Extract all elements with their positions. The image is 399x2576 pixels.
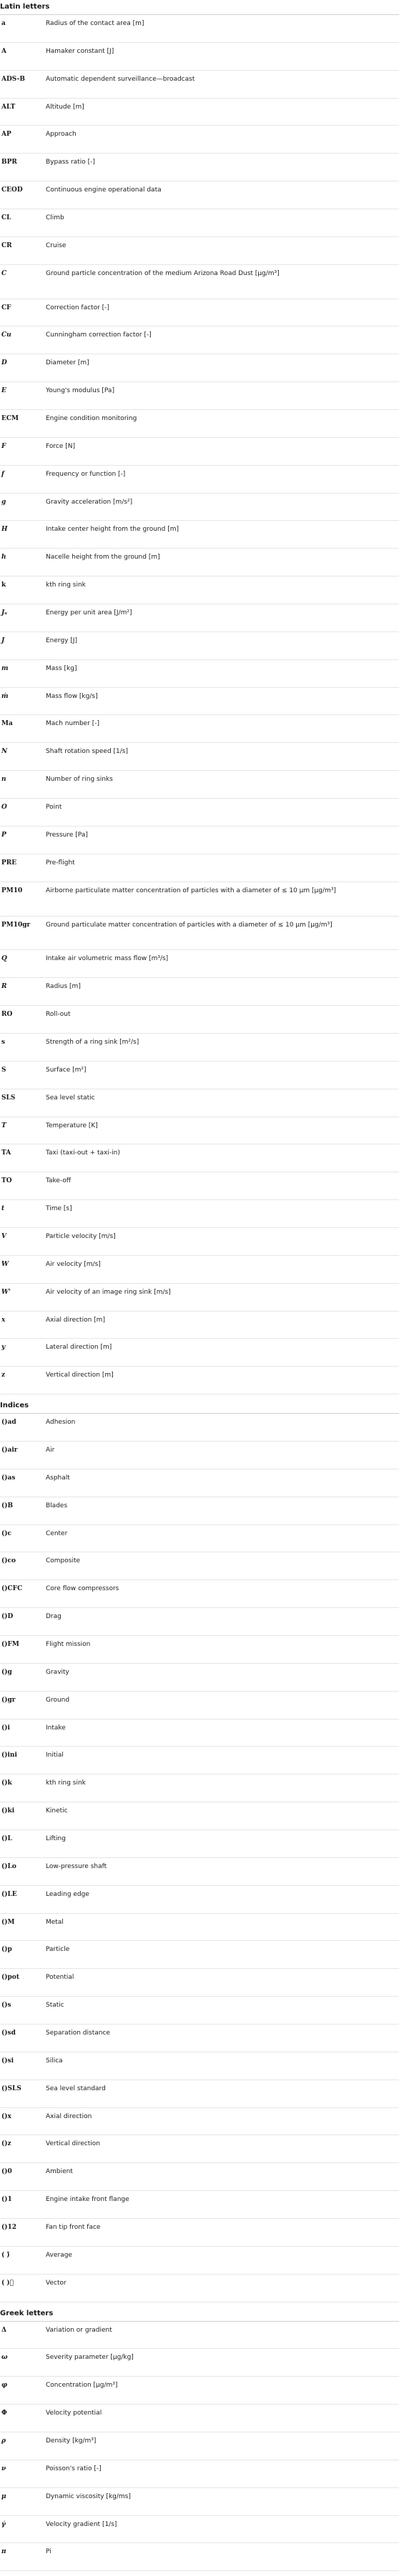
description: Average [46, 2251, 72, 2259]
symbol: Q [1, 955, 7, 963]
nomenclature-row [0, 2322, 399, 2350]
nomenclature-row [0, 1886, 399, 1914]
symbol: R [1, 983, 7, 991]
description: Roll-out [46, 1011, 71, 1019]
nomenclature-row [0, 410, 399, 438]
description: Flight mission [46, 1640, 91, 1648]
description: Diameter [m] [46, 359, 89, 367]
nomenclature-row [0, 43, 399, 71]
nomenclature-row [0, 1062, 399, 1089]
symbol: g [1, 498, 6, 506]
symbol: CR [1, 241, 12, 249]
description: Radius of the contact area [m] [46, 20, 144, 27]
description: Core flow compressors [46, 1585, 119, 1593]
symbol: A [1, 47, 6, 55]
description: kth ring sink [46, 1779, 86, 1787]
nomenclature-row [0, 2219, 399, 2247]
description: Low-pressure shaft [46, 1862, 107, 1870]
description: Dynamic viscosity [kg/ms] [46, 2492, 131, 2500]
description: Metal [46, 1918, 64, 1926]
description: Surface [m²] [46, 1066, 87, 1074]
symbol: RO [1, 1011, 13, 1019]
symbol: ALT [1, 103, 16, 111]
description: Number of ring sinks [46, 776, 113, 784]
description: Air [46, 1446, 55, 1454]
nomenclature-row [0, 1200, 399, 1228]
symbol: ()air [1, 1446, 18, 1454]
description: Severity parameter [μg/kg] [46, 2354, 134, 2362]
symbol: ()co [1, 1557, 16, 1565]
description: Sea level standard [46, 2085, 106, 2092]
description: Bypass ratio [-] [46, 159, 95, 166]
nomenclature-row [0, 1997, 399, 2025]
symbol: ()pot [1, 1974, 19, 1982]
description: Ground [46, 1696, 70, 1704]
description: Intake center height from the ground [m] [46, 526, 179, 534]
symbol: CL [1, 214, 11, 222]
symbol: V [1, 1232, 6, 1240]
nomenclature-row [0, 237, 399, 265]
symbol: a [1, 20, 6, 27]
symbol: Φ [1, 2410, 7, 2417]
section-gap [0, 1394, 399, 1400]
symbol: PRE [1, 859, 17, 867]
nomenclature-row [0, 265, 399, 299]
description: Engine condition monitoring [46, 415, 137, 423]
nomenclature-row [0, 2163, 399, 2191]
symbol: ()ki [1, 1807, 15, 1815]
nomenclature-row [0, 2275, 399, 2302]
description: Vertical direction [46, 2140, 100, 2148]
description: Vector [46, 2279, 66, 2287]
nomenclature-row [0, 1719, 399, 1747]
description: Ground particle concentration of the medium Arizona Road Dust [μg/m³] [46, 269, 280, 277]
nomenclature-row [0, 1608, 399, 1636]
section-title-latin: Latin letters [0, 3, 50, 11]
nomenclature-row [0, 632, 399, 660]
nomenclature-row [0, 2080, 399, 2108]
nomenclature-row [0, 2516, 399, 2544]
symbol: N [1, 748, 8, 756]
symbol: C [1, 269, 7, 277]
nomenclature-row [0, 2405, 399, 2432]
description: Take-off [46, 1177, 72, 1185]
description: Mass flow [kg/s] [46, 692, 98, 700]
symbol: ( )⃗ [1, 2279, 14, 2287]
nomenclature-row [0, 1172, 399, 1200]
symbol: Δ [1, 2326, 6, 2334]
symbol: PM10 [1, 887, 23, 894]
greek-letters-list [0, 2322, 399, 2572]
nomenclature-row [0, 1312, 399, 1339]
nomenclature-row [0, 743, 399, 771]
description: Climb [46, 214, 64, 222]
symbol: ρ [1, 2437, 6, 2445]
nomenclature-row [0, 2460, 399, 2488]
symbol: h [1, 554, 6, 561]
description: Engine intake front flange [46, 2196, 129, 2204]
description: Ground particulate matter concentration of particles with a diameter of ≤ 10 μm [μg/m³] [46, 921, 332, 929]
nomenclature-row [0, 2052, 399, 2080]
description: Airborne particulate matter concentration of particles with a diameter of ≤ 10 μm [μg/m³] [46, 887, 336, 894]
description: Blades [46, 1502, 68, 1509]
symbol: f [1, 470, 4, 478]
nomenclature-row [0, 521, 399, 549]
nomenclature-row [0, 299, 399, 327]
description: Shaft rotation speed [1/s] [46, 748, 129, 756]
description: Lifting [46, 1835, 66, 1842]
description: Asphalt [46, 1474, 70, 1482]
nomenclature-row [0, 154, 399, 181]
nomenclature-row [0, 1969, 399, 1997]
symbol: H [1, 526, 8, 534]
nomenclature-row [0, 2543, 399, 2571]
nomenclature-row [0, 576, 399, 604]
description: Poisson's ratio [-] [46, 2465, 102, 2472]
nomenclature-row [0, 2349, 399, 2377]
latin-letters-list [0, 15, 399, 1394]
description: Density [kg/m³] [46, 2437, 97, 2445]
description: Radius [m] [46, 983, 81, 991]
symbol: γ̇ [1, 2520, 6, 2528]
symbol: ṁ [1, 692, 9, 700]
description: Adhesion [46, 1419, 76, 1427]
nomenclature-row [0, 917, 399, 951]
nomenclature-row [0, 688, 399, 716]
nomenclature-row [0, 1228, 399, 1256]
description: Variation or gradient [46, 2326, 112, 2334]
nomenclature-row [0, 950, 399, 978]
description: Pi [46, 2548, 51, 2556]
section-gap [0, 2302, 399, 2308]
nomenclature-row [0, 354, 399, 382]
description: Correction factor [-] [46, 304, 109, 311]
description: kth ring sink [46, 581, 86, 589]
description: Intake [46, 1724, 66, 1732]
description: Cunningham correction factor [-] [46, 331, 152, 339]
indices-section [0, 1400, 399, 2302]
description: Strength of a ring sink [m²/s] [46, 1038, 139, 1046]
symbol: k [1, 581, 6, 589]
symbol: J [1, 636, 5, 644]
nomenclature-row [0, 854, 399, 882]
description: Continuous engine operational data [46, 186, 162, 194]
nomenclature-row [0, 181, 399, 209]
description: Pre-flight [46, 859, 75, 867]
symbol: ()LE [1, 1890, 17, 1898]
description: Center [46, 1529, 68, 1537]
nomenclature-row [0, 827, 399, 854]
description: Axial direction [m] [46, 1316, 105, 1324]
symbol: ()12 [1, 2224, 17, 2232]
nomenclature-row [0, 15, 399, 43]
symbol: O [1, 804, 7, 812]
symbol: E [1, 387, 6, 395]
symbol: ()as [1, 1474, 16, 1482]
symbol: T [1, 1122, 6, 1129]
nomenclature-row [0, 799, 399, 827]
nomenclature-row [0, 2488, 399, 2516]
nomenclature-row [0, 1525, 399, 1553]
symbol: W' [1, 1288, 11, 1296]
symbol: SLS [1, 1094, 16, 1102]
symbol: μ [1, 2492, 6, 2500]
nomenclature-row [0, 494, 399, 521]
nomenclature-row [0, 2191, 399, 2219]
description: Pressure [Pa] [46, 831, 88, 839]
description: Fan tip front face [46, 2224, 101, 2232]
nomenclature-row [0, 2025, 399, 2052]
description: Static [46, 2002, 64, 2010]
description: Temperature [K] [46, 1122, 98, 1129]
description: Velocity gradient [1/s] [46, 2520, 117, 2528]
nomenclature-row [0, 1414, 399, 1442]
nomenclature-row [0, 99, 399, 126]
symbol: TA [1, 1149, 11, 1157]
symbol: CF [1, 304, 11, 311]
nomenclature-row [0, 1034, 399, 1062]
description: Sea level static [46, 1094, 95, 1102]
nomenclature-row [0, 1144, 399, 1172]
symbol: CEOD [1, 186, 23, 194]
symbol: ()ini [1, 1752, 17, 1759]
symbol: ()i [1, 1724, 10, 1732]
symbol: P [1, 831, 6, 839]
nomenclature-row [0, 1117, 399, 1145]
symbol: t [1, 1205, 5, 1213]
description: Particle velocity [m/s] [46, 1232, 116, 1240]
description: Air velocity of an image ring sink [m/s] [46, 1288, 171, 1296]
description: Hamaker constant [J] [46, 47, 114, 55]
nomenclature-row [0, 2377, 399, 2405]
nomenclature-row [0, 978, 399, 1006]
description: Initial [46, 1752, 64, 1759]
symbol: s [1, 1038, 6, 1046]
description: Separation distance [46, 2030, 110, 2037]
nomenclature-row [0, 209, 399, 237]
symbol: ()z [1, 2140, 11, 2148]
symbol: ()si [1, 2057, 14, 2065]
symbol: z [1, 1372, 6, 1379]
symbol: ()CFC [1, 1585, 23, 1593]
description: Gravity acceleration [m/s²] [46, 498, 133, 506]
nomenclature-row [0, 1747, 399, 1774]
description: Silica [46, 2057, 63, 2065]
nomenclature-row [0, 2247, 399, 2275]
nomenclature-row [0, 1367, 399, 1394]
nomenclature-row [0, 1006, 399, 1034]
symbol: ()1 [1, 2196, 12, 2204]
symbol: ()k [1, 1779, 12, 1787]
symbol: ()c [1, 1529, 11, 1537]
nomenclature-row [0, 1256, 399, 1284]
nomenclature-row [0, 2135, 399, 2163]
nomenclature-row [0, 1636, 399, 1664]
symbol: x [1, 1316, 6, 1324]
nomenclature-row [0, 71, 399, 99]
symbol: ()M [1, 1918, 15, 1926]
description: Drag [46, 1613, 61, 1621]
symbol: Jₐ [1, 609, 7, 617]
description: Altitude [m] [46, 103, 84, 111]
description: Energy [J] [46, 636, 78, 644]
symbol: Cu [1, 331, 11, 339]
nomenclature-row [0, 1858, 399, 1886]
description: Gravity [46, 1668, 69, 1676]
nomenclature-row [0, 1802, 399, 1830]
nomenclature-row [0, 549, 399, 576]
nomenclature-row [0, 1442, 399, 1469]
symbol: ()sd [1, 2030, 16, 2037]
description: Young's modulus [Pa] [46, 387, 114, 395]
nomenclature-row [0, 1089, 399, 1117]
description: Kinetic [46, 1807, 68, 1815]
description: Nacelle height from the ground [m] [46, 554, 160, 561]
symbol: F [1, 442, 6, 450]
symbol: W [1, 1260, 9, 1268]
section-title-indices: Indices [0, 1402, 29, 1410]
symbol: ()p [1, 1946, 12, 1954]
nomenclature-row [0, 326, 399, 354]
description: Approach [46, 131, 77, 139]
description: Composite [46, 1557, 81, 1565]
description: Mass [kg] [46, 664, 77, 672]
symbol: ()B [1, 1502, 14, 1509]
symbol: S [1, 1066, 6, 1074]
nomenclature-row [0, 126, 399, 154]
nomenclature-row [0, 1830, 399, 1858]
description: Potential [46, 1974, 74, 1982]
description: Vertical direction [m] [46, 1372, 114, 1379]
symbol: π [1, 2548, 6, 2556]
description: Concentration [μg/m³] [46, 2382, 118, 2390]
symbol: ()x [1, 2112, 11, 2120]
description: Energy per unit area [J/m²] [46, 609, 132, 617]
nomenclature-row [0, 882, 399, 917]
description: Leading edge [46, 1890, 89, 1898]
nomenclature-row [0, 1339, 399, 1367]
symbol: ()SLS [1, 2085, 21, 2092]
description: Air velocity [m/s] [46, 1260, 101, 1268]
symbol: φ [1, 2382, 8, 2390]
nomenclature-row [0, 604, 399, 632]
symbol: AP [1, 131, 11, 139]
nomenclature-row [0, 1914, 399, 1942]
section-title-greek: Greek letters [0, 2309, 54, 2317]
description: Automatic dependent surveillance—broadcast [46, 75, 195, 83]
latin-letters-section [0, 1, 399, 1394]
nomenclature-row [0, 1552, 399, 1580]
symbol: ()Lo [1, 1862, 16, 1870]
symbol: ν [1, 2465, 6, 2472]
nomenclature-row [0, 382, 399, 410]
nomenclature-row [0, 1941, 399, 1969]
symbol: Ma [1, 720, 13, 728]
description: Time [s] [46, 1205, 72, 1213]
symbol: ADS-B [1, 75, 25, 83]
symbol: PM10gr [1, 921, 31, 929]
nomenclature-row [0, 771, 399, 799]
description: Point [46, 804, 62, 812]
description: Intake air volumetric mass flow [m³/s] [46, 955, 169, 963]
nomenclature-row [0, 438, 399, 466]
indices-list [0, 1414, 399, 2302]
description: Force [N] [46, 442, 75, 450]
nomenclature-row [0, 1580, 399, 1608]
symbol: n [1, 776, 6, 784]
description: Cruise [46, 241, 66, 249]
description: Axial direction [46, 2112, 92, 2120]
symbol: TO [1, 1177, 12, 1185]
description: Lateral direction [m] [46, 1344, 112, 1352]
symbol: BPR [1, 159, 17, 166]
description: Particle [46, 1946, 70, 1954]
nomenclature-row [0, 466, 399, 494]
nomenclature-row [0, 1692, 399, 1719]
description: Velocity potential [46, 2410, 102, 2417]
symbol: ECM [1, 415, 19, 423]
nomenclature-row [0, 1664, 399, 1692]
symbol: ()FM [1, 1640, 19, 1648]
symbol: ()ad [1, 1419, 16, 1427]
nomenclature-row [0, 1469, 399, 1497]
nomenclature-row [0, 2108, 399, 2136]
nomenclature-row [0, 1497, 399, 1525]
symbol: ()D [1, 1613, 14, 1621]
nomenclature-row [0, 2432, 399, 2460]
symbol: ()L [1, 1835, 12, 1842]
symbol: ()gr [1, 1696, 16, 1704]
nomenclature-row [0, 660, 399, 688]
greek-letters-section [0, 2308, 399, 2572]
symbol: ( )̄ [1, 2251, 10, 2259]
symbol: ()s [1, 2002, 11, 2010]
description: Taxi (taxi-out + taxi-in) [46, 1149, 120, 1157]
symbol: m [1, 664, 9, 672]
nomenclature-row [0, 715, 399, 743]
description: Frequency or function [-] [46, 470, 126, 478]
nomenclature-row [0, 1284, 399, 1312]
symbol: y [1, 1344, 6, 1352]
description: Ambient [46, 2168, 73, 2176]
description: Mach number [-] [46, 720, 100, 728]
nomenclature-row [0, 1774, 399, 1802]
symbol: ()g [1, 1668, 12, 1676]
symbol: ()0 [1, 2168, 12, 2176]
symbol: ω [1, 2354, 8, 2362]
symbol: D [1, 359, 7, 367]
